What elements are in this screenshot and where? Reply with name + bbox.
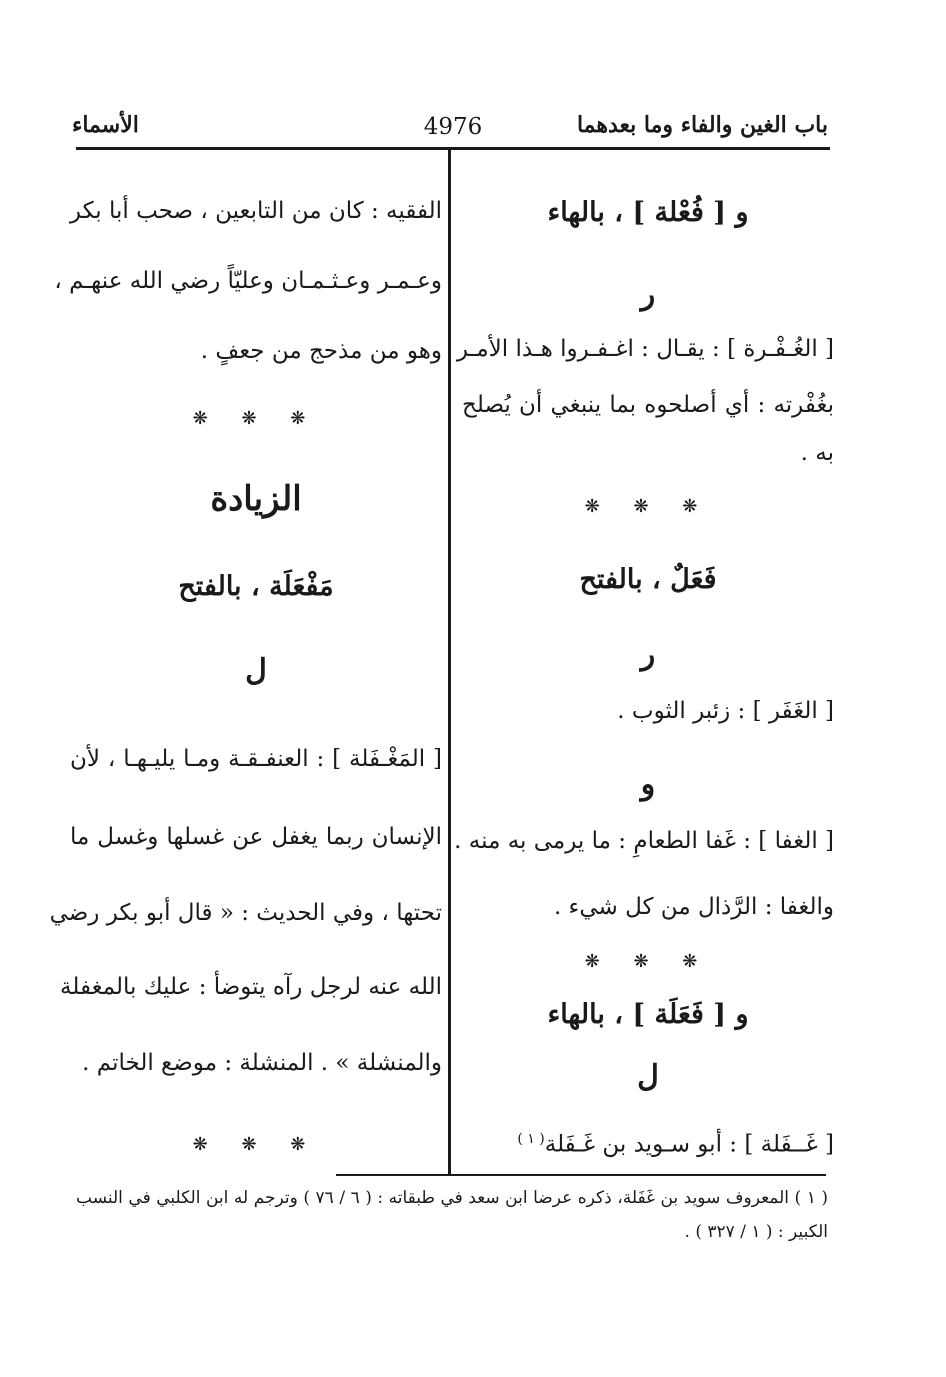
- entry-text-line: [ المَغْـفَلة ] : العنفـقـة ومـا يليـهـا ، لأن: [70, 746, 442, 772]
- footnote-rule: [336, 1174, 826, 1176]
- letter-heading: ر: [640, 637, 656, 672]
- entry-text-line: [ الغُـفْـرة ] : يقـال : اغـفـروا هـذا الأمـر: [456, 336, 834, 362]
- footnote-line: ( ١ ) المعروف سويد بن غَفَلة، ذكره عرضا ابن سعد في طبقاته : ( ٦ / ٧٦ ) وترجم له ابن الكلبي في النسب: [76, 1188, 828, 1208]
- header-rule: [76, 147, 830, 150]
- footnote-marker: ( ١ ): [517, 1131, 545, 1147]
- footnote-line: الكبير : ( ١ / ٣٢٧ ) .: [684, 1222, 828, 1242]
- entry-text-line: بغُفْرته : أي أصلحوه بما ينبغي أن يُصلح: [462, 392, 834, 418]
- entry-heading: فَعَلٌ ، بالفتح: [579, 564, 717, 595]
- entry-text-line: الله عنه لرجل رآه يتوضأ : عليك بالمغفلة: [60, 974, 442, 1000]
- section-heading: الزيادة: [210, 479, 302, 519]
- entry-text-line: [ الغفا ] : غَفا الطعامِ : ما يرمى به منه .: [454, 828, 834, 854]
- section-separator: ❋ ❋ ❋: [192, 408, 320, 429]
- section-separator: ❋ ❋ ❋: [584, 496, 712, 517]
- entry-text-line: [ الغَفَر ] : زئبر الثوب .: [617, 698, 834, 724]
- entry-text: [ غَــفَلة ] : أبو سـويد بن غَـفَلة: [544, 1131, 834, 1158]
- letter-heading: و: [640, 767, 656, 802]
- entry-text-line: والمنشلة » . المنشلة : موضع الخاتم .: [82, 1050, 442, 1076]
- section-separator: ❋ ❋ ❋: [584, 951, 712, 972]
- entry-text-line: الإنسان ربما يغفل عن غسلها وغسل ما: [70, 824, 442, 850]
- section-title: الأسماء: [72, 112, 139, 138]
- entry-text-line: والغفا : الرَّذال من كل شيء .: [553, 894, 834, 920]
- entry-text-line: تحتها ، وفي الحديث : « قال أبو بكر رضي: [49, 900, 442, 926]
- entry-heading: و [ فُعْلة ] ، بالهاء: [547, 197, 749, 228]
- column-divider: [448, 150, 451, 1175]
- entry-heading: و [ فَعَلَة ] ، بالهاء: [547, 999, 749, 1030]
- entry-text-line: وهو من مذحج من جعفٍ .: [200, 338, 442, 364]
- section-separator: ❋ ❋ ❋: [192, 1134, 320, 1155]
- entry-text-line: وعـمـر وعـثـمـان وعليّاً رضي الله عنهـم ،: [54, 268, 442, 294]
- letter-heading: ل: [637, 1059, 659, 1094]
- entry-text-line: [462, 1124, 834, 1160]
- letter-heading: ر: [640, 277, 656, 312]
- chapter-title: باب الغين والفاء وما بعدهما: [576, 112, 828, 138]
- letter-heading: ل: [245, 653, 267, 688]
- entry-heading: مَفْعَلَة ، بالفتح: [178, 571, 334, 602]
- entry-text-line: به .: [800, 440, 834, 466]
- page-number: 4976: [423, 114, 483, 140]
- entry-text-line: الفقيه : كان من التابعين ، صحب أبا بكر: [69, 198, 442, 224]
